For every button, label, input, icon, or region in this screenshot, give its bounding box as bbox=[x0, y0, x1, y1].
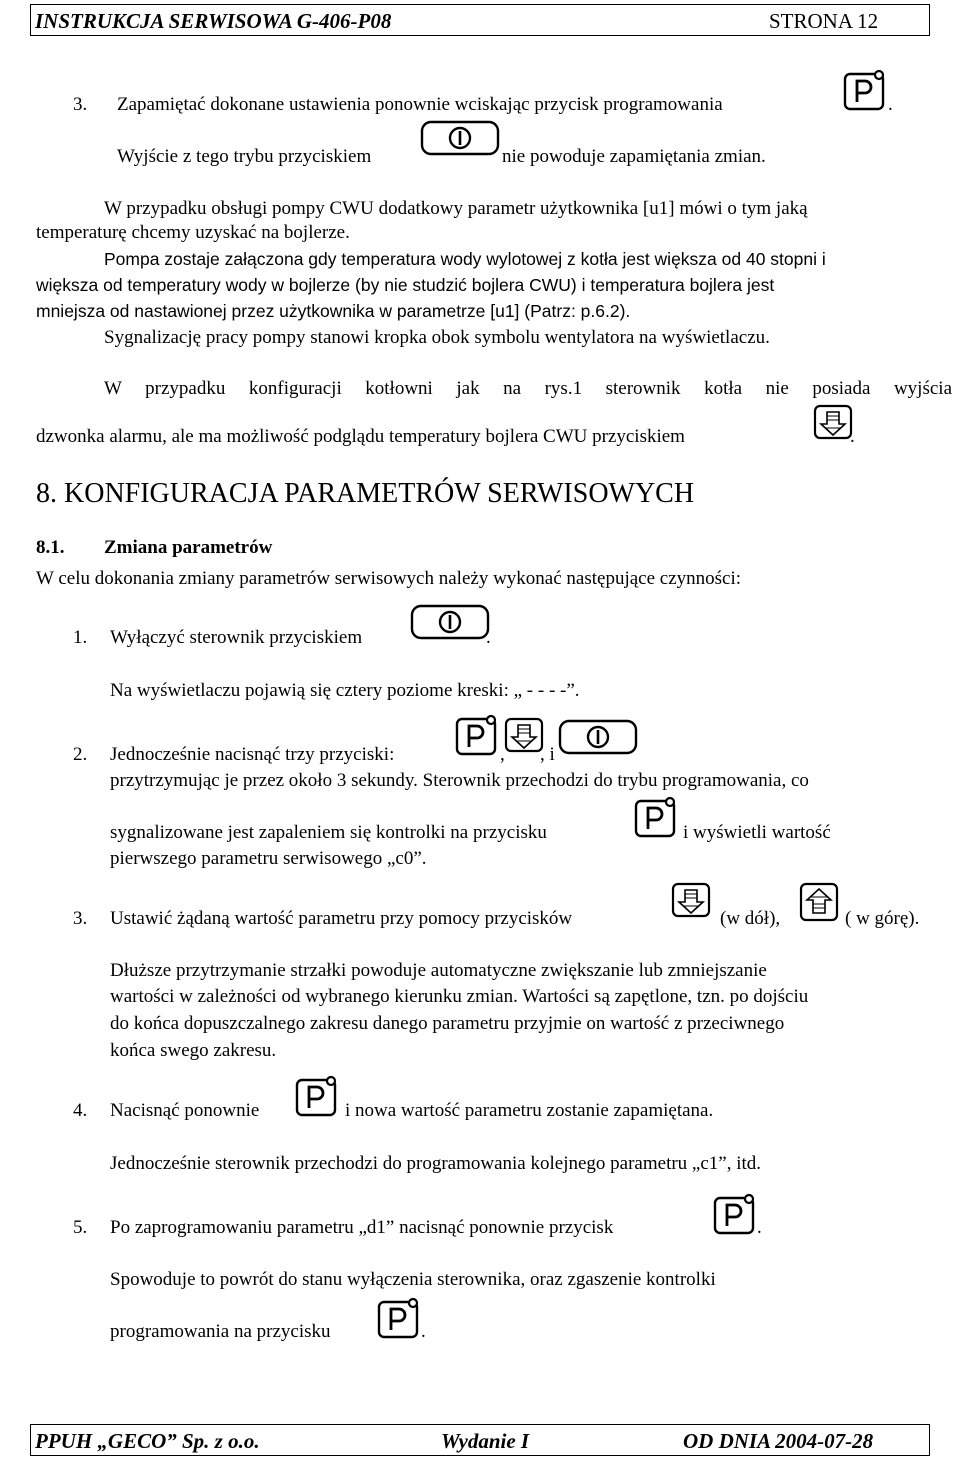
step-end: . bbox=[486, 627, 491, 648]
step-line: Spowoduje to powrót do stanu wyłączenia sterownika, oraz zgaszenie kontrolki bbox=[110, 1269, 716, 1290]
step-text: Ustawić żądaną wartość parametru przy pomocy przycisków bbox=[110, 908, 573, 929]
paragraph-end: . bbox=[850, 426, 855, 447]
step-line: i wyświetli wartość bbox=[683, 822, 831, 843]
subsection-title: Zmiana parametrów bbox=[104, 537, 273, 558]
step-line: końca swego zakresu. bbox=[110, 1040, 277, 1061]
step-number: 4. bbox=[73, 1100, 88, 1121]
p-button-icon bbox=[634, 795, 678, 839]
step-note: Jednocześnie sterownik przechodzi do programowania kolejnego parametru „c1”, itd. bbox=[110, 1153, 762, 1174]
p-button-icon bbox=[377, 1296, 421, 1340]
paragraph-line: temperaturę chcemy uzyskać na bojlerze. bbox=[36, 222, 350, 243]
step-end: . bbox=[421, 1321, 426, 1342]
power-button-icon bbox=[558, 719, 638, 755]
down-arrow-button-icon bbox=[504, 717, 544, 757]
step-text: Wyłączyć sterownik przyciskiem bbox=[110, 627, 363, 648]
step-number: 3. bbox=[73, 908, 88, 929]
power-button-icon bbox=[410, 604, 490, 640]
paragraph-line: W przypadku obsługi pompy CWU dodatkowy parametr użytkownika [u1] mówi o tym jaką bbox=[104, 198, 808, 219]
step-end: . bbox=[757, 1217, 762, 1238]
paragraph-line: Pompa zostaje załączona gdy temperatura wody wylotowej z kotła jest większa od 40 stopni i bbox=[104, 249, 826, 269]
footer-edition: Wydanie I bbox=[441, 1429, 530, 1453]
step-number: 5. bbox=[73, 1217, 88, 1238]
step-and: , i bbox=[540, 744, 555, 765]
step-number: 1. bbox=[73, 627, 88, 648]
p-button-icon bbox=[713, 1192, 757, 1236]
step-line: programowania na przycisku bbox=[110, 1321, 331, 1342]
section-title: 8. KONFIGURACJA PARAMETRÓW SERWISOWYCH bbox=[36, 478, 695, 509]
item-number: 3. bbox=[73, 94, 88, 115]
step-line: sygnalizowane jest zapaleniem się kontrolki na przycisku bbox=[110, 822, 547, 843]
exit-text-2: nie powoduje zapamiętania zmian. bbox=[502, 146, 766, 167]
paragraph-line: mniejsza od nastawionej przez użytkownika w parametrze [u1] (Patrz: p.6.2). bbox=[36, 301, 631, 321]
paragraph-line: większa od temperatury wody w bojlerze (by nie studzić bojlera CWU) i temperatura bojlera jest bbox=[36, 275, 775, 295]
step-line: Dłuższe przytrzymanie strzałki powoduje automatyczne zwiększanie lub zmniejszanie bbox=[110, 960, 767, 981]
down-arrow-button-icon bbox=[813, 404, 853, 444]
p-button-icon bbox=[295, 1074, 339, 1118]
footer-company: PPUH „GECO” Sp. z o.o. bbox=[35, 1429, 260, 1453]
power-button-icon bbox=[420, 120, 500, 156]
paragraph-line: W przypadku konfiguracji kotłowni jak na rys.1 sterownik kotła nie posiada wyjścia bbox=[104, 378, 952, 399]
page-header bbox=[30, 4, 930, 36]
step-line: pierwszego parametru serwisowego „c0”. bbox=[110, 848, 427, 869]
step-note: Na wyświetlaczu pojawią się cztery poziome kreski: „ - - - -”. bbox=[110, 680, 580, 701]
step-text: Jednocześnie nacisnąć trzy przyciski: bbox=[110, 744, 395, 765]
step-comma: , bbox=[500, 744, 505, 765]
header-page-number: STRONA 12 bbox=[769, 9, 879, 33]
p-button-icon bbox=[843, 68, 887, 112]
paragraph-line: dzwonka alarmu, ale ma możliwość podglądu temperatury bojlera CWU przyciskiem bbox=[36, 426, 685, 447]
step-text: ( w górę). bbox=[845, 908, 920, 929]
step-text: i nowa wartość parametru zostanie zapamiętana. bbox=[345, 1100, 714, 1121]
footer-date: OD DNIA 2004-07-28 bbox=[683, 1429, 874, 1453]
step-number: 2. bbox=[73, 744, 88, 765]
step-text: (w dół), bbox=[720, 908, 781, 929]
paragraph-line: Sygnalizację pracy pompy stanowi kropka obok symbolu wentylatora na wyświetlaczu. bbox=[104, 327, 770, 348]
section-lead: W celu dokonania zmiany parametrów serwisowych należy wykonać następujące czynności: bbox=[36, 568, 742, 589]
subsection-number: 8.1. bbox=[36, 537, 65, 558]
step-line: do końca dopuszczalnego zakresu danego parametru przyjmie on wartość z przeciwnego bbox=[110, 1013, 785, 1034]
down-arrow-button-icon bbox=[671, 882, 711, 922]
step-line: wartości w zależności od wybranego kierunku zmian. Wartości są zapętlone, tzn. po dojściu bbox=[110, 986, 809, 1007]
page-footer bbox=[30, 1424, 930, 1456]
exit-text: Wyjście z tego trybu przyciskiem bbox=[117, 146, 372, 167]
step-line: przytrzymując je przez około 3 sekundy. Sterownik przechodzi do trybu programowania, co bbox=[110, 770, 809, 791]
item-end: . bbox=[888, 94, 893, 115]
header-title: INSTRUKCJA SERWISOWA G-406-P08 bbox=[35, 9, 392, 33]
item-text: Zapamiętać dokonane ustawienia ponownie wciskając przycisk programowania bbox=[117, 94, 723, 115]
step-text: Po zaprogramowaniu parametru „d1” nacisnąć ponownie przycisk bbox=[110, 1217, 614, 1238]
up-arrow-button-icon bbox=[799, 882, 839, 922]
step-text: Nacisnąć ponownie bbox=[110, 1100, 260, 1121]
p-button-icon bbox=[455, 713, 499, 757]
